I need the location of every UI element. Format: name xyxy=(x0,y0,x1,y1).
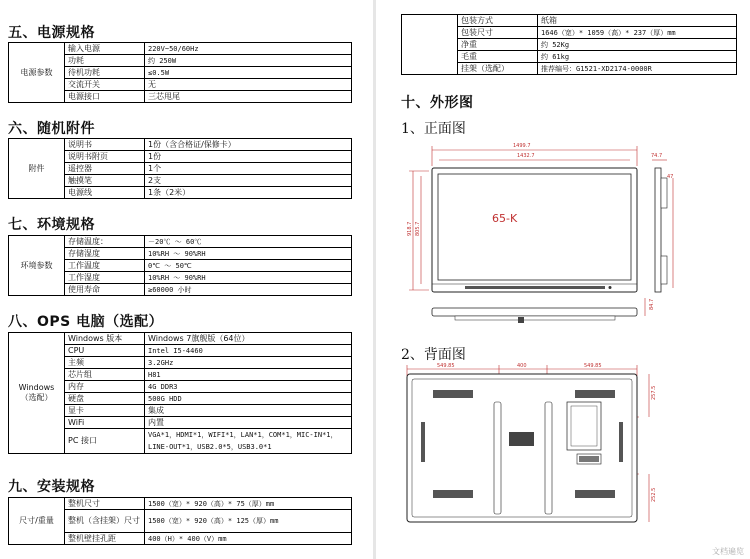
power-spec-table xyxy=(8,42,352,103)
section-title-power: 五、电源规格 xyxy=(8,25,95,41)
section-title-accessories: 六、随机附件 xyxy=(8,121,95,137)
install-group-label: 尺寸/重量 xyxy=(9,498,65,545)
dim-back-mid: 400 xyxy=(517,363,527,369)
table-row: 附件 说明书 1份（含合格证/保修卡） xyxy=(9,139,352,151)
power-group-label: 电源参数 xyxy=(9,43,65,103)
table-row: 净重 约 52Kg xyxy=(402,39,737,51)
table-row: 包装尺寸 1646（宽）* 1059（高）* 237（厚）mm xyxy=(402,27,737,39)
dim-inner-width: 1432.7 xyxy=(517,153,535,159)
table-row: 主频 3.2GHz xyxy=(9,357,352,369)
dim-side-small: 47 xyxy=(667,174,674,180)
dim-back-left: 549.85 xyxy=(437,363,455,369)
dim-side-depth: 74.7 xyxy=(651,153,663,159)
table-row: 电源参数 输入电源 220V~50/60Hz xyxy=(9,43,352,55)
watermark-text: 文档遍览 xyxy=(712,547,744,556)
packaging-spec-table xyxy=(401,14,737,75)
back-view-drawing xyxy=(399,362,745,542)
dim-inner-height: 805.7 xyxy=(415,221,421,236)
table-row: 电源接口 三芯甩尾 xyxy=(9,91,352,103)
bottom-profile xyxy=(432,308,637,323)
table-row: 显卡 集成 xyxy=(9,405,352,417)
section-title-ops: 八、OPS 电脑（选配） xyxy=(8,314,164,330)
section-title-environment: 七、环境规格 xyxy=(8,217,95,233)
side-profile xyxy=(655,168,667,292)
table-row: 电源线 1条（2米） xyxy=(9,187,352,199)
table-row: 整机（含挂架）尺寸 1500（宽）* 920（高）* 125（厚）mm xyxy=(9,510,352,533)
dim-back-vert-upper: 257.5 xyxy=(651,385,657,400)
table-row: WiFi 内置 xyxy=(9,417,352,429)
back-view-title: 2、背面图 xyxy=(401,347,466,363)
label-plate xyxy=(509,432,534,446)
dim-outer-width: 1499.7 xyxy=(513,143,531,149)
section-title-appearance: 十、外形图 xyxy=(401,95,474,111)
environment-spec-table xyxy=(8,235,352,296)
table-row: 说明书附页 1份 xyxy=(9,151,352,163)
table-row: 挂架（选配） 推荐编号：G1521-XD2174-0000R xyxy=(402,63,737,75)
table-row: 使用寿命 ≥60000 小时 xyxy=(9,284,352,296)
ops-slot xyxy=(567,402,601,450)
table-row: 遥控器 1个 xyxy=(9,163,352,175)
table-row: 芯片组 H81 xyxy=(9,369,352,381)
packaging-group-cell xyxy=(402,15,458,75)
table-row: 硬盘 500G HDD xyxy=(9,393,352,405)
table-row: 尺寸/重量 整机尺寸 1500（宽）* 920（高）* 75（厚）mm xyxy=(9,498,352,510)
ops-spec-table xyxy=(8,332,352,454)
table-row: 功耗 约 250W xyxy=(9,55,352,67)
accessories-spec-table xyxy=(8,138,352,199)
back-panel xyxy=(407,374,637,522)
environment-group-label: 环境参数 xyxy=(9,236,65,296)
table-row: 存储湿度 10%RH ～ 90%RH xyxy=(9,248,352,260)
table-row: 待机功耗 ≤0.5W xyxy=(9,67,352,79)
table-row: 整机壁挂孔距 400（H）* 400（V）mm xyxy=(9,533,352,545)
right-page xyxy=(375,0,750,559)
front-panel xyxy=(432,168,637,292)
install-spec-table xyxy=(8,497,352,545)
table-row: 包装方式 纸箱 xyxy=(402,15,737,27)
table-row: 环境参数 存储温度： －20℃ ～ 60℃ xyxy=(9,236,352,248)
ops-group-label: Windows （选配） xyxy=(9,333,65,454)
section-title-install: 九、安装规格 xyxy=(8,479,95,495)
table-row: 毛重 约 61kg xyxy=(402,51,737,63)
table-row: 工作温度 0℃ ～ 50℃ xyxy=(9,260,352,272)
front-view-drawing xyxy=(405,138,745,333)
dim-back-vert-lower: 252.5 xyxy=(651,487,657,502)
table-row: 内存 4G DDR3 xyxy=(9,381,352,393)
accessories-group-label: 附件 xyxy=(9,139,65,199)
dim-bottom-depth: 84.7 xyxy=(649,298,655,310)
dim-back-right: 549.85 xyxy=(584,363,602,369)
table-row: PC 接口 VGA*1，HDMI*1，WIFI*1，LAN*1，COM*1，MIC-IN*1， LINE-OUT*1，USB2.0*5，USB3.0*1 xyxy=(9,429,352,454)
table-row: CPU Intel I5-4460 xyxy=(9,345,352,357)
table-row: Windows （选配） Windows 版本 Windows 7旗舰版（64位） xyxy=(9,333,352,345)
model-label: 65-K xyxy=(492,212,518,225)
table-row: 工作湿度 10%RH ～ 90%RH xyxy=(9,272,352,284)
dim-outer-height: 918.7 xyxy=(407,221,413,236)
table-row: 交流开关 无 xyxy=(9,79,352,91)
table-row: 触摸笔 2支 xyxy=(9,175,352,187)
front-view-title: 1、正面图 xyxy=(401,121,466,137)
